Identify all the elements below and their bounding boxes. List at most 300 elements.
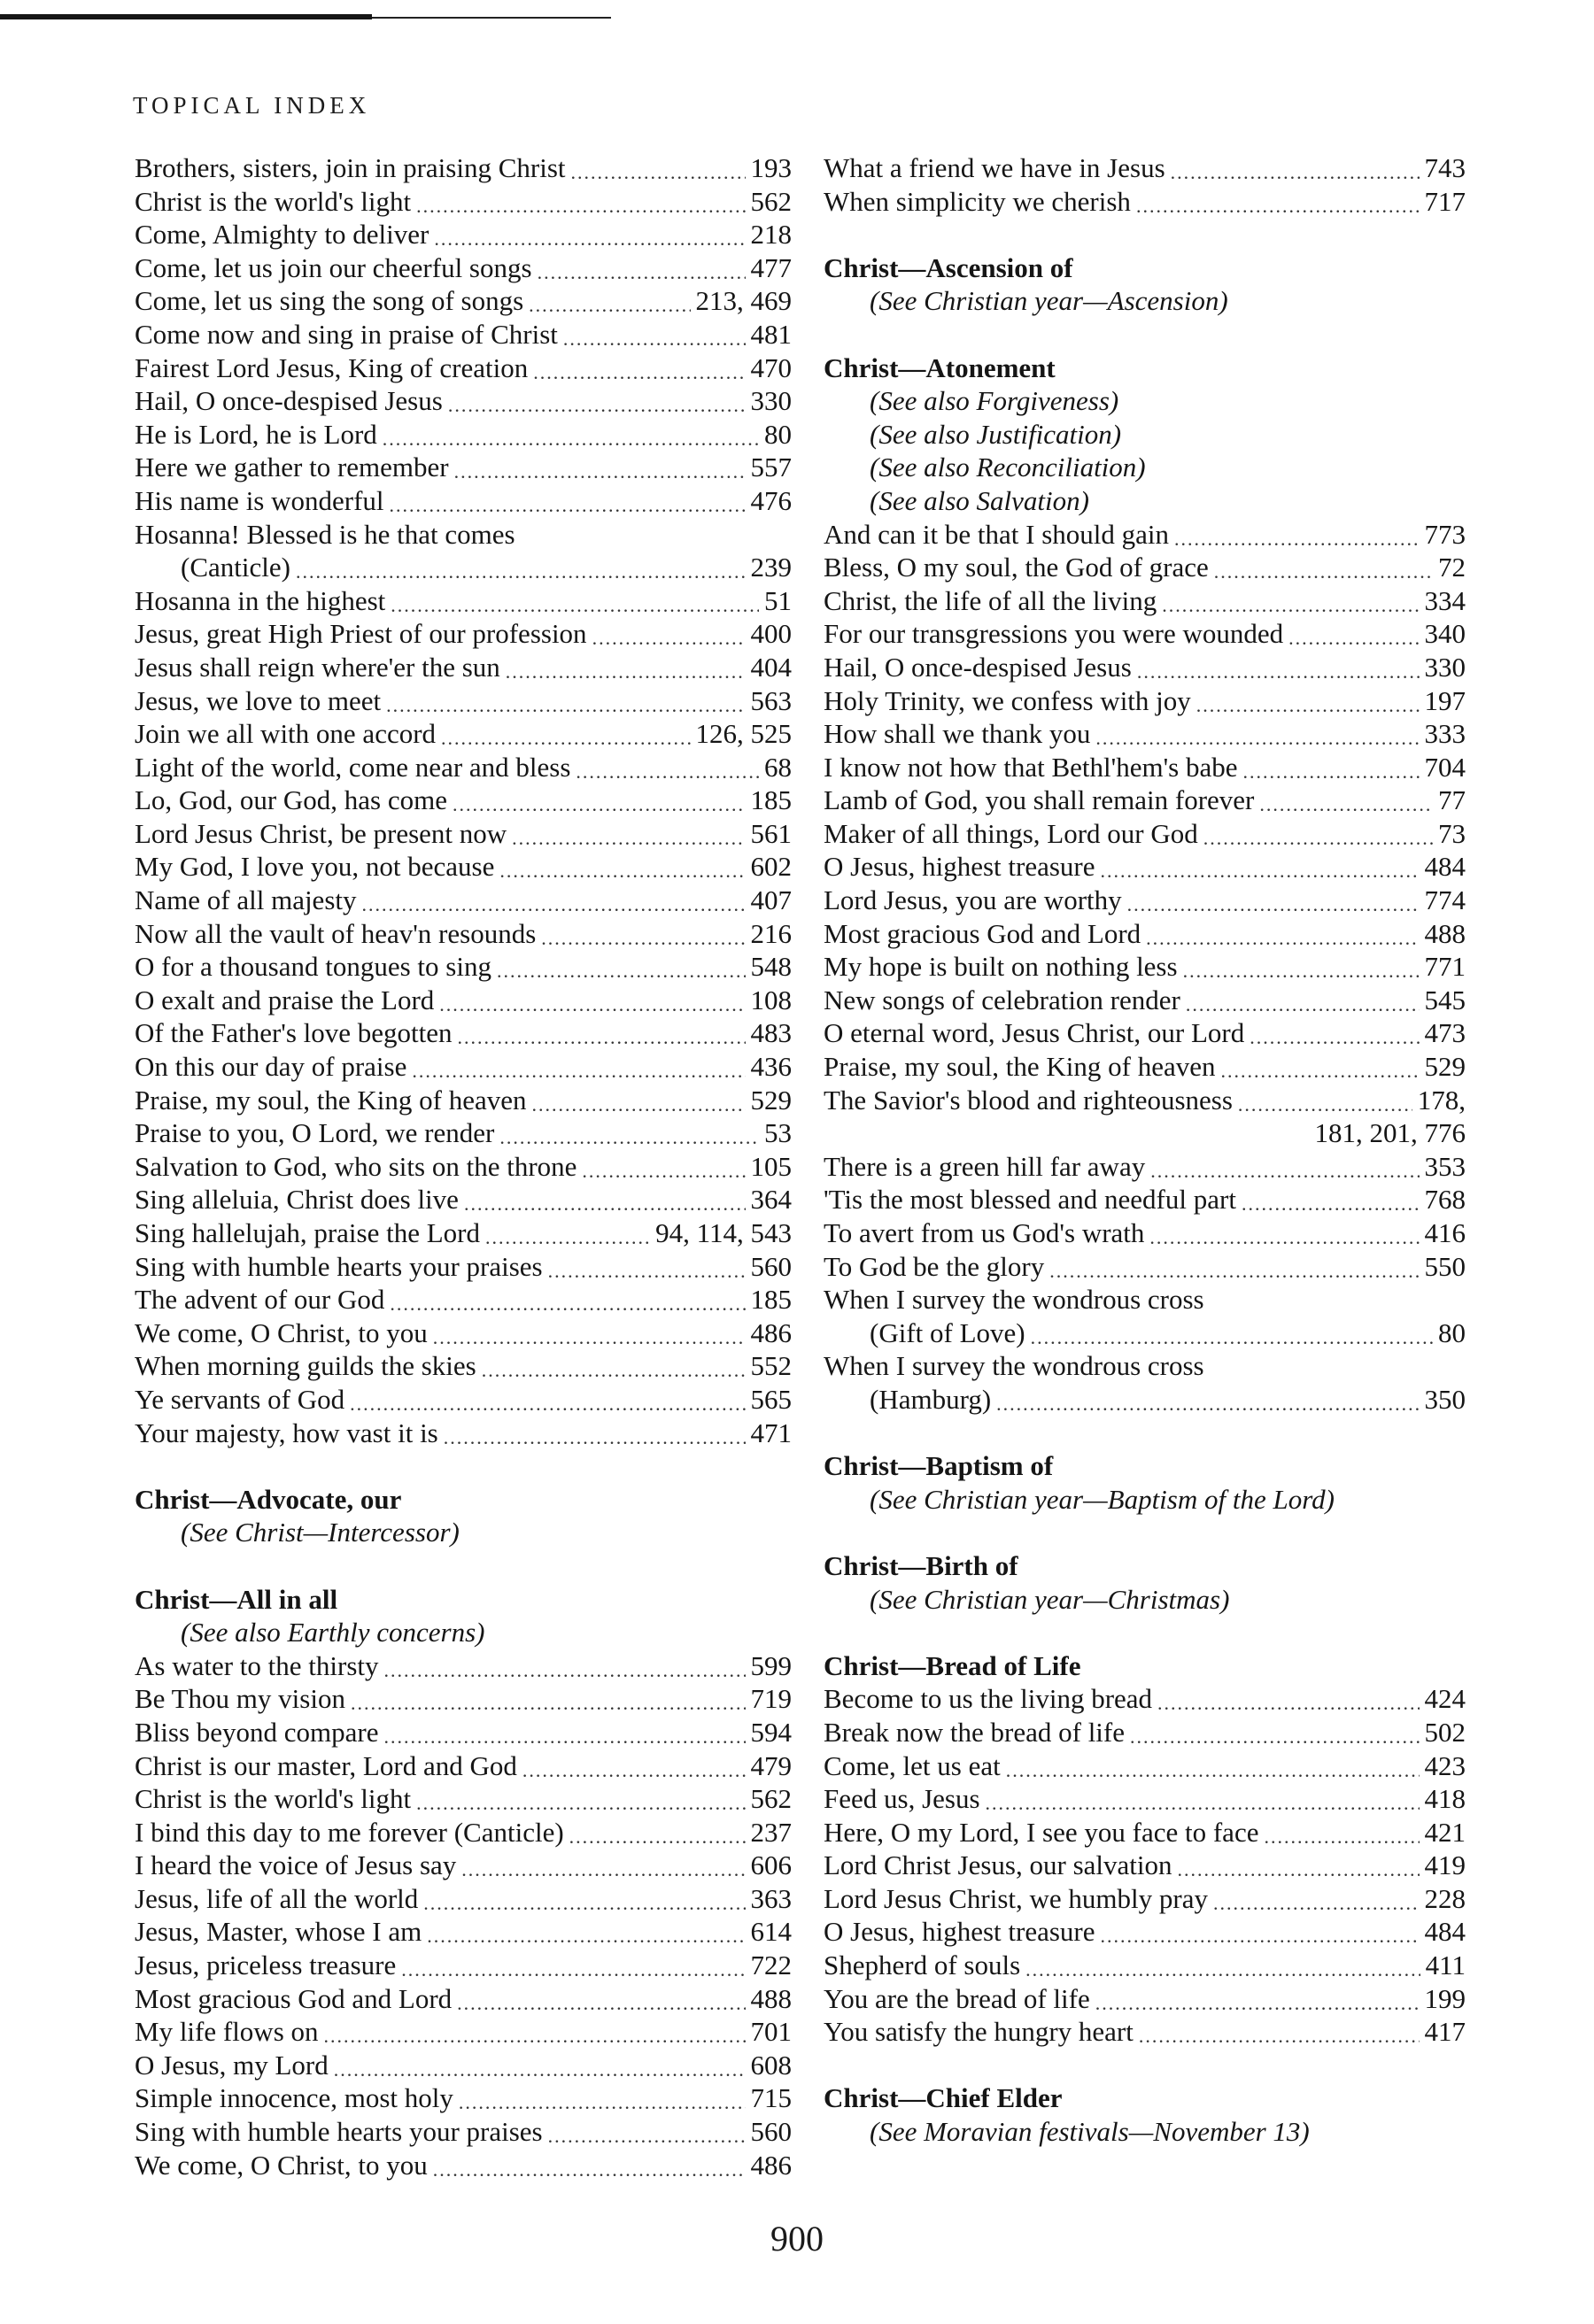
entry-title: Maker of all things, Lord our God [824,817,1198,849]
hymn-number: 557 [750,452,792,483]
section-gap [824,218,1466,251]
entry-title: Jesus shall reign where'er the sun [135,651,500,683]
dot-leader [533,356,745,379]
see-reference: (See Moravian festivals—November 13) [870,2116,1310,2148]
entry-title: Come, Almighty to deliver [135,219,429,251]
index-entry [135,351,792,385]
entry-title: And can it be that I should gain [824,518,1169,550]
entry-title: The advent of our God [135,1284,385,1316]
dot-leader [1139,2019,1420,2042]
dot-leader [461,1853,745,1876]
entry-title: Holy Trinity, we confess with joy [824,684,1191,716]
entry-title: For our transgressions you were wounded [824,618,1284,650]
hymn-number: 483 [750,1017,792,1049]
index-entry [135,917,792,951]
index-entry [824,1150,1466,1184]
dot-leader [1127,888,1420,911]
section-gap [824,1616,1466,1649]
hymn-number: 560 [750,2116,792,2148]
entry-title: (Canticle) [181,552,290,583]
hymn-number: 606 [750,1849,792,1881]
entry-title: Most gracious God and Lord [824,917,1141,949]
hymn-number: 239 [750,552,792,583]
dot-leader [384,1654,746,1677]
entry-title: I bind this day to me forever (Canticle) [135,1816,564,1848]
hymn-number: 529 [750,1084,792,1116]
index-entry [135,717,792,751]
hymn-number: 199 [1424,1982,1466,2014]
hymn-number: 178, [1417,1084,1466,1116]
index-entry [824,1749,1466,1783]
index-entry [135,1150,792,1184]
top-rule-thick [0,14,372,19]
dot-leader [457,1987,745,2010]
see-reference: (See Christian year—Ascension) [870,285,1228,317]
entry-title: Now all the vault of heav'n resounds [135,917,537,949]
index-entry [824,151,1466,185]
hymn-number: 404 [750,651,792,683]
entry-title: O for a thousand tongues to sing [135,951,491,983]
entry-title: Lord Jesus Christ, be present now [135,817,507,849]
index-entry [135,850,792,884]
dot-leader [1031,1321,1433,1344]
dot-leader [485,1221,650,1244]
dot-leader [296,555,746,578]
section-gap [824,318,1466,351]
hymn-number: 407 [750,884,792,916]
hymn-number: 197 [1424,684,1466,716]
dot-leader [548,1255,746,1278]
index-entry [824,1716,1466,1749]
hymn-number: 488 [750,1982,792,2014]
hymn-number: 473 [1424,1017,1466,1049]
entry-title: When morning guilds the skies [135,1350,476,1382]
dot-leader [569,1820,746,1843]
dot-leader [1136,189,1420,212]
dot-leader [386,689,745,712]
index-entry [824,584,1466,618]
entry-title: Salvation to God, who sits on the throne [135,1150,577,1182]
hymn-number: 502 [1424,1716,1466,1748]
entry-title: Praise, my soul, the King of heaven [824,1051,1216,1083]
section-gap [824,2049,1466,2082]
dot-leader [571,156,746,179]
hymn-number: 599 [750,1649,792,1681]
entry-title: What a friend we have in Jesus [824,152,1165,183]
entry-title: Be Thou my vision [135,1683,345,1715]
index-entry-first-line: When I survey the wondrous cross [824,1284,1204,1316]
dot-leader [986,1787,1420,1810]
index-entry [135,418,792,452]
section-heading: Christ—Atonement [824,351,1056,383]
dot-leader [1242,1187,1420,1210]
hymn-number: 562 [750,185,792,217]
entry-title: Sing with humble hearts your praises [135,2116,543,2148]
entry-title: How shall we thank you [824,718,1091,750]
entry-title: Jesus, priceless treasure [135,1950,397,1981]
hymn-number: 488 [1424,917,1466,949]
index-entry [135,284,792,318]
dot-leader [350,1387,745,1410]
dot-leader [1130,1720,1419,1743]
dot-leader [1250,1021,1419,1044]
dot-leader [384,1720,746,1743]
entry-title: We come, O Christ, to you [135,2149,428,2181]
entry-title: There is a green hill far away [824,1150,1146,1182]
hymn-number: 481 [750,318,792,350]
entry-title: Jesus, great High Priest of our profession [135,618,587,650]
entry-title: My God, I love you, not because [135,851,495,883]
hymn-number-continuation: 181, 201, 776 [1314,1117,1466,1149]
index-entry [135,185,792,219]
dot-leader [444,1421,746,1444]
entry-title: Your majesty, how vast it is [135,1417,438,1448]
index-entry [135,684,792,718]
section-gap [135,1549,792,1583]
index-entry [824,2015,1466,2049]
dot-leader [1186,988,1420,1011]
dot-leader [541,922,745,945]
entry-title: Jesus, life of all the world [135,1882,419,1914]
hymn-number: 423 [1424,1749,1466,1781]
dot-leader [1214,555,1433,578]
entry-title: Fairest Lord Jesus, King of creation [135,351,529,383]
section-heading: Christ—Advocate, our [135,1483,402,1515]
dot-leader [1149,1221,1419,1244]
dot-leader [1095,722,1419,745]
entry-title: Come now and sing in praise of Christ [135,318,558,350]
entry-title: Christ is the world's light [135,1783,412,1815]
index-entry [824,684,1466,718]
index-entry [135,1682,792,1716]
dot-leader [506,655,746,678]
see-reference: (See Christian year—Baptism of the Lord) [870,1483,1335,1515]
dot-leader [383,422,759,445]
dot-leader [529,289,690,312]
dot-leader [391,589,759,612]
entry-title: As water to the thirsty [135,1649,379,1681]
entry-title: (Hamburg) [870,1383,992,1415]
index-entry [135,218,792,251]
page-number: 900 [770,2219,824,2258]
see-reference: (See also Earthly concerns) [181,1617,485,1648]
section-gap [824,1417,1466,1450]
hymn-number: 334 [1424,584,1466,616]
index-entry [824,1782,1466,1816]
hymn-number: 602 [750,851,792,883]
hymn-number: 193 [750,152,792,183]
dot-leader [459,2086,746,2109]
hymn-number: 436 [750,1051,792,1083]
index-entry [824,884,1466,917]
hymn-number: 216 [750,917,792,949]
dot-leader [1213,1887,1420,1910]
hymn-number: 470 [750,351,792,383]
section-gap [135,1449,792,1483]
hymn-number: 77 [1438,784,1466,816]
index-entry [135,950,792,984]
index-entry [824,651,1466,684]
dot-leader [548,2119,746,2143]
hymn-number: 743 [1424,152,1466,183]
index-entry-first-line: When I survey the wondrous cross [824,1350,1204,1382]
entry-title: Lord Jesus, you are worthy [824,884,1122,916]
index-entry [824,751,1466,784]
index-entry-first-line: Hosanna! Blessed is he that comes [135,518,515,550]
right-column [824,151,1466,2149]
entry-title: We come, O Christ, to you [135,1316,428,1348]
section-heading: Christ—Ascension of [824,251,1073,283]
entry-title: My life flows on [135,2016,319,2048]
dot-leader [423,1887,745,1910]
entry-title: (Gift of Love) [870,1316,1025,1348]
hymn-number: 560 [750,1250,792,1282]
hymn-number: 773 [1424,518,1466,550]
hymn-number: 484 [1424,1916,1466,1948]
dot-leader [563,322,746,345]
hymn-number: 68 [764,751,792,783]
entry-title: Hosanna in the highest [135,584,386,616]
top-rule [0,12,611,19]
hymn-number: 704 [1424,751,1466,783]
dot-leader [1146,922,1419,945]
dot-leader [1049,1255,1419,1278]
dot-leader [412,1054,745,1077]
entry-title: When simplicity we cherish [824,185,1131,217]
dot-leader [1101,854,1420,877]
hymn-number: 330 [750,385,792,417]
entry-title: Bliss beyond compare [135,1716,379,1748]
dot-leader [1162,589,1419,612]
hymn-number: 424 [1424,1683,1466,1715]
entry-title: O exalt and praise the Lord [135,984,435,1015]
entry-title: Here we gather to remember [135,452,449,483]
entry-title: Sing with humble hearts your praises [135,1250,543,1282]
dot-leader [454,455,746,478]
entry-group [824,151,1466,218]
index-entry [135,318,792,351]
running-head: TOPICAL INDEX [133,92,371,119]
entry-group [824,1150,1466,1283]
dot-leader [499,1121,759,1144]
hymn-number: 715 [750,2082,792,2114]
dot-leader [1259,788,1433,811]
entry-title: Lord Jesus Christ, we humbly pray [824,1882,1208,1914]
hymn-number: 418 [1424,1783,1466,1815]
dot-leader [1025,1953,1420,1976]
section-heading: Christ—Baptism of [824,1450,1054,1482]
dot-leader [1095,1987,1420,2010]
hymn-number: 565 [750,1383,792,1415]
entry-title: On this our day of praise [135,1051,407,1083]
section-heading: Christ—Chief Elder [824,2082,1063,2114]
entry-title: Sing hallelujah, praise the Lord [135,1217,480,1248]
index-entry [135,651,792,684]
entry-title: Lord Christ Jesus, our salvation [824,1849,1172,1881]
hymn-number: 594 [750,1716,792,1748]
entry-title: Feed us, Jesus [824,1783,980,1815]
entry-title: Shepherd of souls [824,1950,1021,1981]
hymn-number: 722 [750,1950,792,1981]
index-entry [135,1084,792,1117]
index-entry [135,1316,792,1350]
entry-title: You are the bread of life [824,1982,1090,2014]
hymn-number: 529 [1424,1051,1466,1083]
index-entry [824,717,1466,751]
dot-leader [482,1354,746,1377]
index-entry [824,1183,1466,1216]
entry-title: My hope is built on nothing less [824,951,1178,983]
entry-group [135,151,792,518]
index-entry [135,451,792,484]
hymn-number: 774 [1424,884,1466,916]
hymn-number: 701 [750,2016,792,2048]
hymn-number: 228 [1424,1882,1466,1914]
dot-leader [582,1154,745,1177]
dot-leader [499,854,745,877]
index-entry [135,484,792,518]
index-entry [135,784,792,817]
hymn-number: 185 [750,784,792,816]
dot-leader [324,2019,746,2042]
section-gap [824,1516,1466,1549]
index-entry [824,984,1466,1017]
hymn-number: 484 [1424,851,1466,883]
index-entry [824,1682,1466,1716]
index-entry [824,1250,1466,1284]
entry-title: To avert from us God's wrath [824,1217,1145,1248]
index-entry [824,1915,1466,1949]
entry-title: Brothers, sisters, join in praising Christ [135,152,566,183]
entry-title: Join we all with one accord [135,718,437,750]
entry-title: You satisfy the hungry heart [824,2016,1134,2048]
index-entry [824,917,1466,951]
dot-leader [1171,156,1420,179]
dot-leader [458,1021,746,1044]
index-entry [135,2049,792,2082]
index-entry [135,1816,792,1849]
index-entry [135,1016,792,1050]
entry-title: New songs of celebration render [824,984,1180,1015]
index-entry [824,1216,1466,1250]
hymn-number: 411 [1425,1950,1466,1981]
entry-title: Ye servants of God [135,1383,345,1415]
index-entry [135,1349,792,1383]
index-entry [824,1050,1466,1084]
entry-title: Praise, my soul, the King of heaven [135,1084,527,1116]
index-entry [824,1816,1466,1849]
hymn-number: 364 [750,1184,792,1216]
entry-group [135,584,792,1449]
entry-title: Come, let us sing the song of songs [135,285,524,317]
hymn-number: 550 [1424,1250,1466,1282]
dot-leader [1157,1687,1419,1710]
hymn-number: 717 [1424,185,1466,217]
dot-leader [1242,755,1419,778]
entry-title: 'Tis the most blessed and needful part [824,1184,1236,1216]
hymn-number: 608 [750,2049,792,2081]
dot-leader [576,755,759,778]
index-entry [135,1383,792,1417]
hymn-number: 419 [1424,1849,1466,1881]
hymn-number: 421 [1424,1816,1466,1848]
dot-leader [522,1754,746,1777]
hymn-number: 94, 114, 543 [655,1217,792,1248]
entry-title: Christ is our master, Lord and God [135,1749,517,1781]
hymn-number: 417 [1424,2016,1466,2048]
index-entry [135,151,792,185]
dot-leader [390,489,746,512]
hymn-number: 80 [1438,1316,1466,1348]
index-entry [135,1915,792,1949]
index-entry [135,2115,792,2149]
hymn-number: 486 [750,2149,792,2181]
hymn-number: 108 [750,984,792,1015]
dot-leader [538,256,746,279]
dot-leader [1006,1754,1420,1777]
dot-leader [439,988,745,1011]
hymn-number: 416 [1424,1217,1466,1248]
hymn-number: 548 [750,951,792,983]
hymn-number: 719 [750,1683,792,1715]
entry-title: Hail, O once-despised Jesus [135,385,443,417]
entry-title: Jesus, Master, whose I am [135,1916,422,1948]
dot-leader [996,1387,1419,1410]
entry-title: Bless, O my soul, the God of grace [824,552,1209,583]
dot-leader [416,1787,745,1810]
dot-leader [1264,1820,1419,1843]
index-entry-continuation [824,1316,1466,1350]
entry-title: He is Lord, he is Lord [135,418,377,450]
hymn-number: 563 [750,684,792,716]
dot-leader [427,1919,745,1942]
entry-title: His name is wonderful [135,484,384,516]
hymn-number: 340 [1424,618,1466,650]
dot-leader [512,822,745,845]
entry-title: To God be the glory [824,1250,1045,1282]
entry-title: O Jesus, my Lord [135,2049,329,2081]
dot-leader [1101,1919,1420,1942]
index-entry-continuation [824,1383,1466,1417]
dot-leader [1288,622,1419,645]
dot-leader [433,1321,746,1344]
entry-title: Christ, the life of all the living [824,584,1157,616]
index-entry [135,1216,792,1250]
dot-leader [362,888,746,911]
hymn-number: 486 [750,1316,792,1348]
index-entry [135,1849,792,1882]
hymn-number: 213, 469 [695,285,792,317]
index-entry [135,1649,792,1683]
index-entry [824,784,1466,817]
index-entry [135,1417,792,1450]
index-entry [824,850,1466,884]
index-entry [135,1116,792,1150]
hymn-number: 771 [1424,951,1466,983]
entry-title: Sing alleluia, Christ does live [135,1184,459,1216]
index-entry [824,1849,1466,1882]
index-entry [135,1782,792,1816]
index-entry [135,817,792,851]
hymn-number: 126, 525 [695,718,792,750]
entry-title: Become to us the living bread [824,1683,1153,1715]
entry-title: Come, let us eat [824,1749,1001,1781]
index-entry [824,551,1466,584]
hymn-number: 218 [750,219,792,251]
hymn-number: 237 [750,1816,792,1848]
dot-leader [390,1287,745,1310]
entry-title: Break now the bread of life [824,1716,1126,1748]
